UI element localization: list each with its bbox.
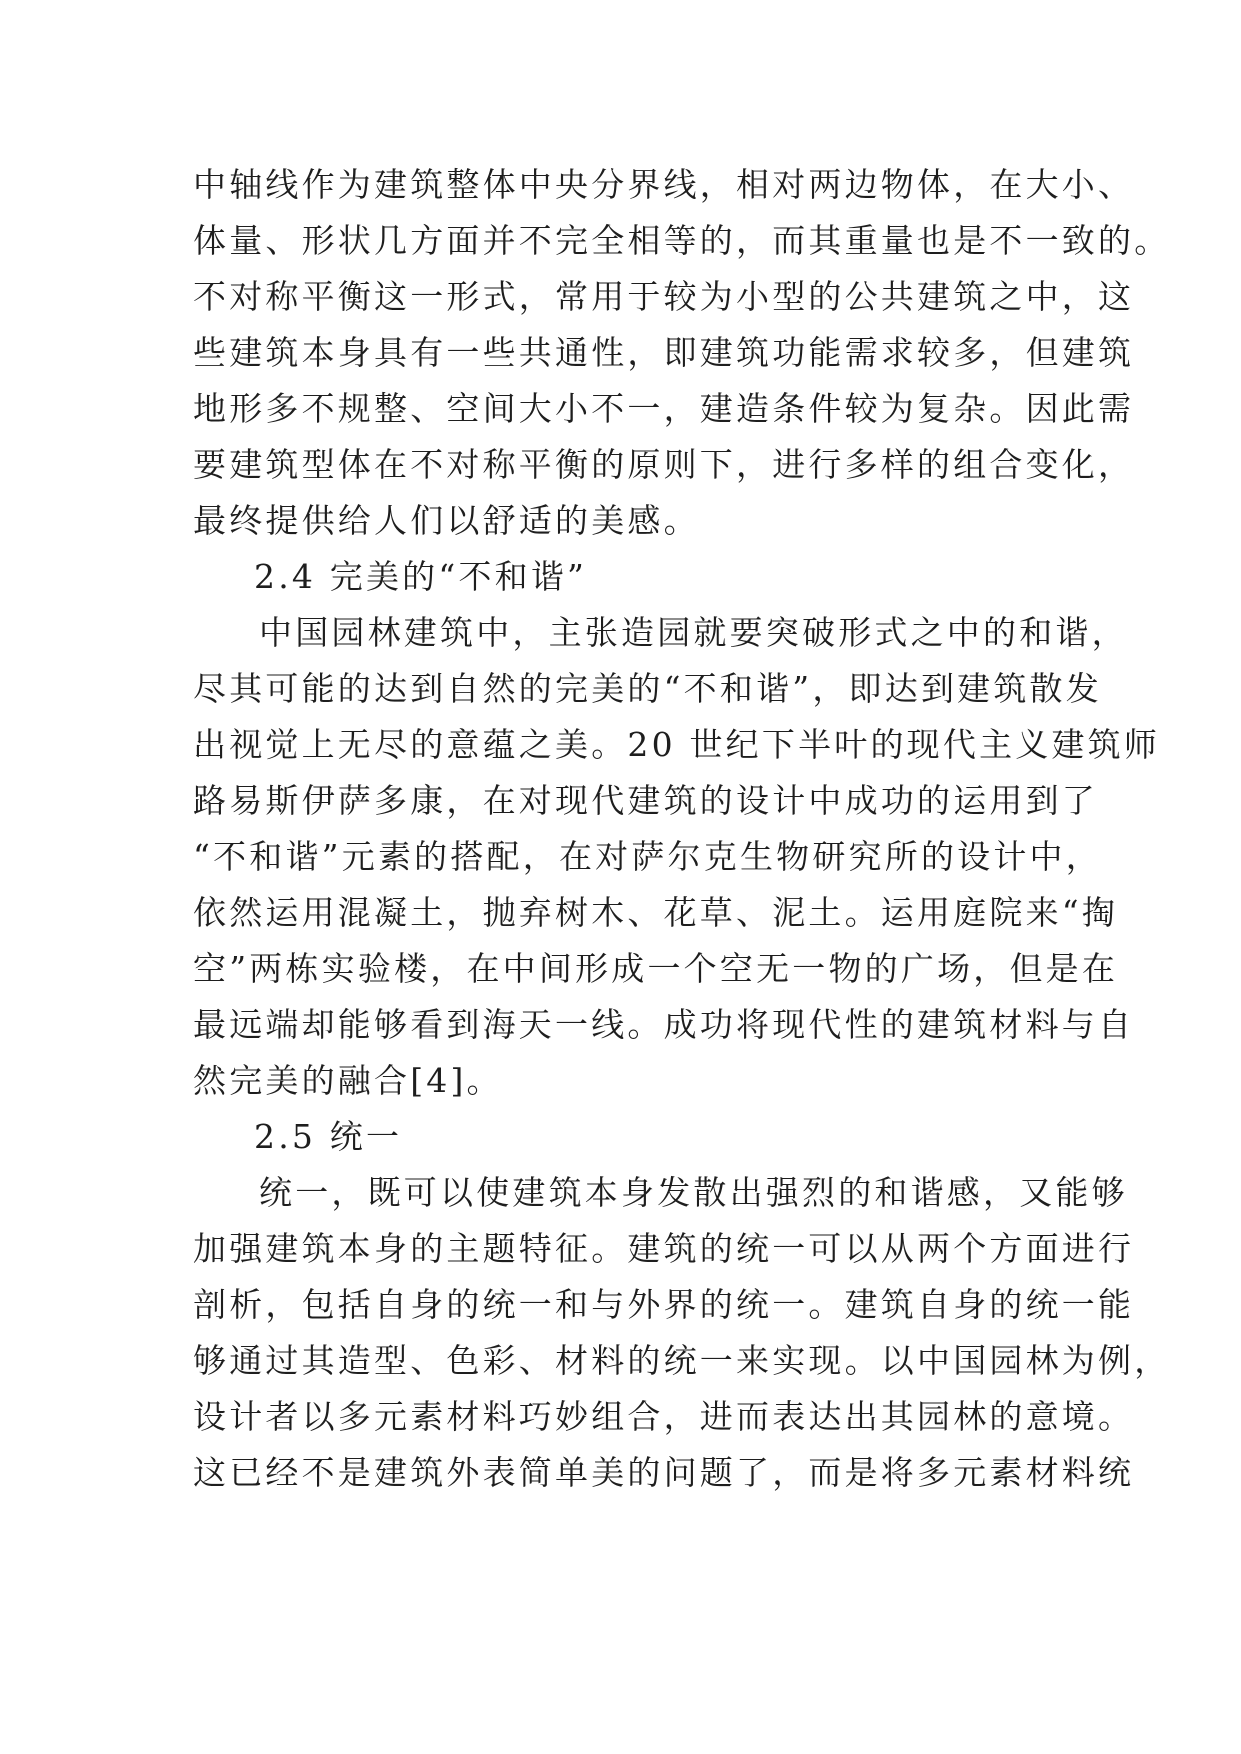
text-line: 地形多不规整、空间大小不一，建造条件较为复杂。因此需 <box>193 389 1135 428</box>
text-line: 些建筑本身具有一些共通性，即建筑功能需求较多，但建筑 <box>193 333 1135 372</box>
text-line: 中轴线作为建筑整体中央分界线，相对两边物体，在大小、 <box>193 165 1135 204</box>
text-line: 要建筑型体在不对称平衡的原则下，进行多样的组合变化， <box>193 445 1135 484</box>
text-line: 尽其可能的达到自然的完美的“不和谐”，即达到建筑散发 <box>193 669 1102 708</box>
section-heading-2-4: 2.4 完美的“不和谐” <box>254 557 588 596</box>
text-line: 最终提供给人们以舒适的美感。 <box>193 501 700 540</box>
text-line: 不对称平衡这一形式，常用于较为小型的公共建筑之中，这 <box>193 277 1135 316</box>
text-line: 设计者以多元素材料巧妙组合，进而表达出其园林的意境。 <box>193 1397 1135 1436</box>
paragraph-2 <box>193 605 1161 1109</box>
paragraph-1 <box>193 157 1171 549</box>
text-line: 出视觉上无尽的意蕴之美。20 世纪下半叶的现代主义建筑师 <box>193 725 1161 764</box>
text-line: 路易斯伊萨多康，在对现代建筑的设计中成功的运用到了 <box>193 781 1098 820</box>
text-line: 体量、形状几方面并不完全相等的，而其重量也是不一致的。 <box>193 221 1171 260</box>
text-line: 最远端却能够看到海天一线。成功将现代性的建筑材料与自 <box>193 1005 1135 1044</box>
text-line: 中国园林建筑中，主张造园就要突破形式之中的和谐， <box>259 613 1128 652</box>
text-line: 依然运用混凝土，抛弃树木、花草、泥土。运用庭院来“掏 <box>193 893 1119 932</box>
body-text <box>193 157 1171 1501</box>
text-line: 够通过其造型、色彩、材料的统一来实现。以中国园林为例， <box>193 1341 1171 1380</box>
text-line: 统一，既可以使建筑本身发散出强烈的和谐感，又能够 <box>259 1173 1128 1212</box>
text-line: “不和谐”元素的搭配，在对萨尔克生物研究所的设计中， <box>193 837 1102 876</box>
text-line: 然完美的融合[4]。 <box>193 1061 503 1100</box>
paragraph-3 <box>193 1165 1171 1501</box>
section-heading-2-5: 2.5 统一 <box>254 1117 403 1156</box>
text-line: 剖析，包括自身的统一和与外界的统一。建筑自身的统一能 <box>193 1285 1135 1324</box>
text-line: 加强建筑本身的主题特征。建筑的统一可以从两个方面进行 <box>193 1229 1135 1268</box>
text-line: 空”两栋实验楼，在中间形成一个空无一物的广场，但是在 <box>193 949 1119 988</box>
text-line: 这已经不是建筑外表简单美的问题了，而是将多元素材料统 <box>193 1453 1135 1492</box>
